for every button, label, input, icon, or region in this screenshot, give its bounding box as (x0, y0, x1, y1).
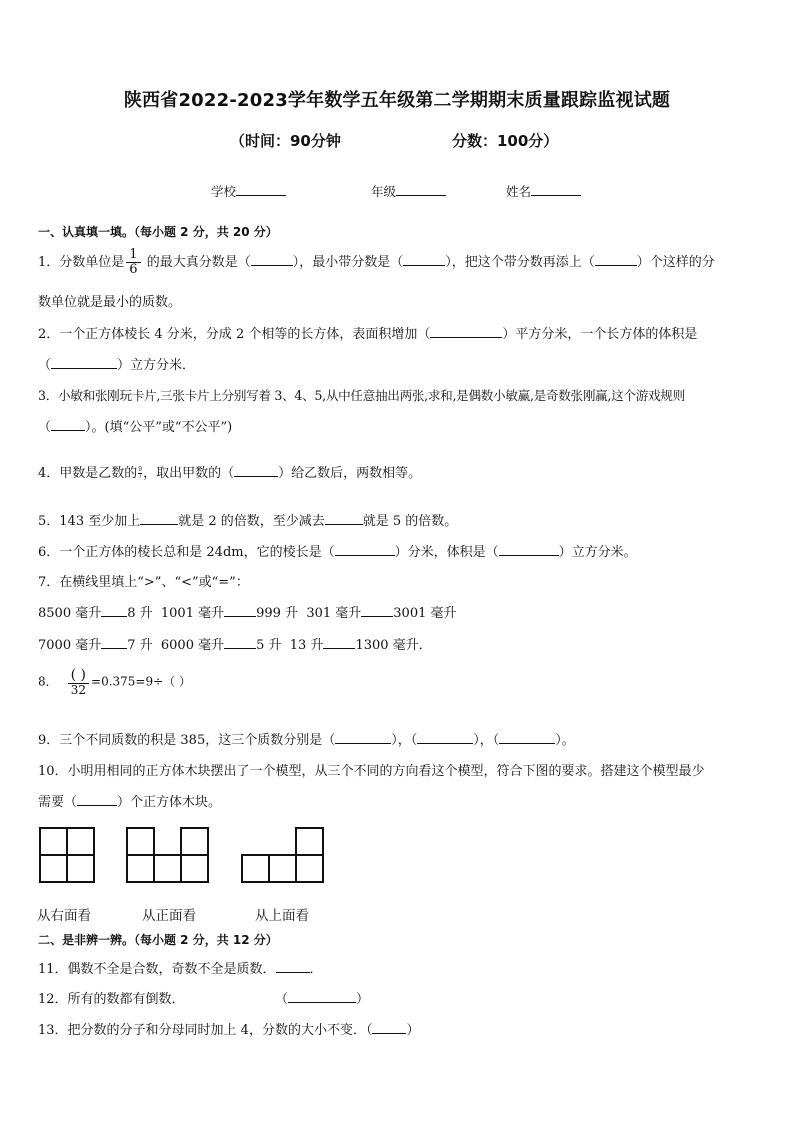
q7-r2-item-1-a: 7000 毫升 (38, 638, 102, 653)
q8-prefix: 8． (38, 674, 58, 689)
q10-blank[interactable] (77, 791, 117, 806)
q2-text-c: ）立方分米． (117, 358, 196, 373)
q12-blank[interactable] (288, 988, 356, 1003)
q13-blank[interactable] (372, 1019, 406, 1034)
q1-text-a: 的最大真分数是（ (146, 255, 251, 270)
q7-r2-blank-3[interactable] (323, 634, 355, 649)
question-9 (38, 729, 575, 748)
top-view-figure (242, 828, 323, 882)
q9-text-d: ）。 (555, 733, 575, 748)
question-1-line-2: 数单位就是最小的质数。 (38, 295, 182, 310)
q8-text: =0.375=9÷（ ） (91, 674, 191, 689)
question-5 (38, 510, 457, 529)
q2-text-a: 2．一个正方体棱长 4 分米，分成 2 个相等的长方体，表面积增加（ (38, 327, 431, 342)
q12-paren-open: （ (275, 992, 289, 1007)
q7-r1-item-3-b: 3001 毫升 (393, 606, 457, 621)
q10-text-a: 需要（ (38, 795, 78, 810)
question-7-row-2 (38, 634, 432, 653)
exam-time: （时间：90分钟 (230, 132, 341, 150)
q7-r2-blank-1[interactable] (101, 634, 127, 649)
q2-blank-1[interactable] (430, 323, 502, 338)
question-13 (38, 1019, 419, 1038)
question-12 (38, 988, 185, 1007)
q5-blank-2[interactable] (325, 510, 363, 525)
q6-text-a: 6．一个正方体的棱长总和是 24dm，它的棱长是（ (38, 545, 335, 560)
q4-text-c: ）给乙数后，两数相等。 (278, 466, 422, 481)
view-label-front: 从正面看 (142, 908, 196, 924)
q4-text-a: 4．甲数是乙数的 (38, 466, 138, 481)
question-7-row-1 (38, 602, 457, 621)
q1-text-c: ），把这个带分数再添上（ (445, 255, 595, 270)
question-8 (38, 668, 191, 696)
q8-fraction (68, 668, 89, 696)
q5-text-c: 就是 5 的倍数。 (362, 514, 458, 529)
question-3: 3．小敏和张刚玩卡片,三张卡片上分别写着 3、4、5,从中任意抽出两张,求和,是偶数小敏赢,是奇数张刚赢,这个游戏规则 (38, 388, 685, 403)
q11-blank[interactable] (276, 958, 310, 973)
q12-paren-close: ） (356, 992, 370, 1007)
q8-frac-num: ( ) (68, 668, 89, 684)
q1-fraction (126, 248, 140, 276)
grade-label: 年级 (371, 184, 397, 199)
q13-text-a: 13．把分数的分子和分母同时加上 4，分数的大小不变．（ (38, 1023, 373, 1038)
q4-frac-den: 7 (138, 473, 143, 480)
q11-text-a: 11．偶数不全是合数，奇数不全是质数． (38, 962, 276, 977)
q7-r2-item-2-a: 6000 毫升 (160, 638, 225, 653)
question-2 (38, 323, 697, 342)
q1-frac-num: 1 (126, 248, 140, 263)
name-label: 姓名 (506, 184, 532, 199)
name-field (506, 181, 581, 200)
q10-text-b: ）个正方体木块。 (117, 795, 222, 810)
question-4 (38, 462, 421, 481)
q12-text-a: 12．所有的数都有倒数． (38, 992, 185, 1007)
q3-blank[interactable] (51, 416, 85, 431)
q5-text-a: 5．143 至少加上 (38, 514, 141, 529)
page-title: 陕西省2022-2023学年数学五年级第二学期期末质量跟踪监视试题 (123, 90, 671, 111)
q5-blank-1[interactable] (140, 510, 178, 525)
question-10-line-2 (38, 791, 221, 810)
q1-prefix: 1．分数单位是 (38, 255, 125, 270)
q7-r2-item-3-a: 13 升 (289, 638, 324, 653)
grade-blank[interactable] (396, 181, 446, 196)
q1-text-b: ），最小带分数是（ (292, 255, 404, 270)
q1-blank-2[interactable] (403, 251, 445, 266)
question-2-line-2 (38, 354, 195, 373)
q7-r2-blank-2[interactable] (224, 634, 256, 649)
q6-blank-2[interactable] (499, 541, 559, 556)
q4-fraction (138, 467, 142, 480)
q9-text-a: 9．三个不同质数的积是 385，这三个质数分别是（ (38, 733, 336, 748)
q7-r1-item-2-a: 1001 毫升 (160, 606, 225, 621)
q2-paren-open: （ (38, 358, 52, 373)
school-label: 学校 (211, 184, 237, 199)
q2-blank-2[interactable] (51, 354, 117, 369)
q4-frac-num: 9 (138, 466, 143, 473)
exam-score: 分数：100分） (452, 132, 559, 150)
grade-field (371, 181, 446, 200)
q9-text-c: ），（ (473, 733, 500, 748)
q5-text-b: 就是 2 的倍数，至少减去 (178, 514, 325, 529)
q7-r1-item-2-b: 999 升 (256, 606, 299, 621)
question-1 (38, 246, 715, 280)
q6-text-b: ）分米，体积是（ (394, 545, 499, 560)
q4-blank[interactable] (234, 462, 278, 477)
q7-r1-item-3-a: 301 毫升 (306, 606, 362, 621)
q9-blank-3[interactable] (499, 729, 555, 744)
q11-text-b: ． (309, 962, 323, 977)
q7-r1-item-1-b: 8 升 (127, 606, 153, 621)
front-view-figure (127, 828, 208, 882)
q7-r1-blank-2[interactable] (224, 602, 256, 617)
q6-blank-1[interactable] (335, 541, 395, 556)
q8-frac-den: 32 (70, 682, 86, 697)
q1-text-d: ）个这样的分 (636, 255, 715, 270)
view-label-top: 从上面看 (255, 908, 309, 924)
school-blank[interactable] (236, 181, 286, 196)
q13-text-b: ） (406, 1023, 420, 1038)
question-11 (38, 958, 323, 977)
q2-text-b: ）平方分米，一个长方体的体积是 (502, 327, 698, 342)
q9-blank-2[interactable] (417, 729, 473, 744)
q7-r2-item-3-b: 1300 毫升． (355, 638, 432, 653)
section-2-heading: 二、是非辨一辨。（每小题 2 分，共 12 分） (38, 933, 278, 947)
q3-paren-open: （ (38, 420, 52, 435)
q1-blank-3[interactable] (595, 251, 637, 266)
q7-r2-item-2-b: 5 升 (256, 638, 282, 653)
q7-r1-blank-3[interactable] (361, 602, 393, 617)
question-3-line-2 (38, 416, 232, 435)
q3-text-b: ）。(填“公平”或“不公平”) (85, 420, 233, 435)
right-view-figure (40, 828, 94, 882)
section-1-heading: 一、认真填一填。（每小题 2 分，共 20 分） (38, 225, 278, 239)
q10-views-figure (38, 826, 338, 886)
q7-r1-blank-1[interactable] (101, 602, 127, 617)
q1-frac-den: 6 (129, 262, 138, 277)
question-12-answer (275, 988, 369, 1007)
question-6 (38, 541, 637, 560)
q1-blank-1[interactable] (251, 251, 293, 266)
view-label-right: 从右面看 (37, 908, 91, 924)
q9-text-b: ），（ (391, 733, 418, 748)
q7-r2-item-1-b: 7 升 (127, 638, 153, 653)
q9-blank-1[interactable] (335, 729, 391, 744)
q4-text-b: ，取出甲数的（ (143, 466, 235, 481)
question-7-heading: 7．在横线里填上“>”、“<”或“=”： (38, 575, 249, 590)
name-blank[interactable] (531, 181, 581, 196)
q7-r1-item-1-a: 8500 毫升 (38, 606, 102, 621)
school-field (211, 181, 286, 200)
q6-text-c: ）立方分米。 (558, 545, 637, 560)
question-10: 10．小明用相同的正方体木块摆出了一个模型，从三个不同的方向看这个模型，符合下图的要求。搭建这个模型最少 (38, 764, 705, 779)
